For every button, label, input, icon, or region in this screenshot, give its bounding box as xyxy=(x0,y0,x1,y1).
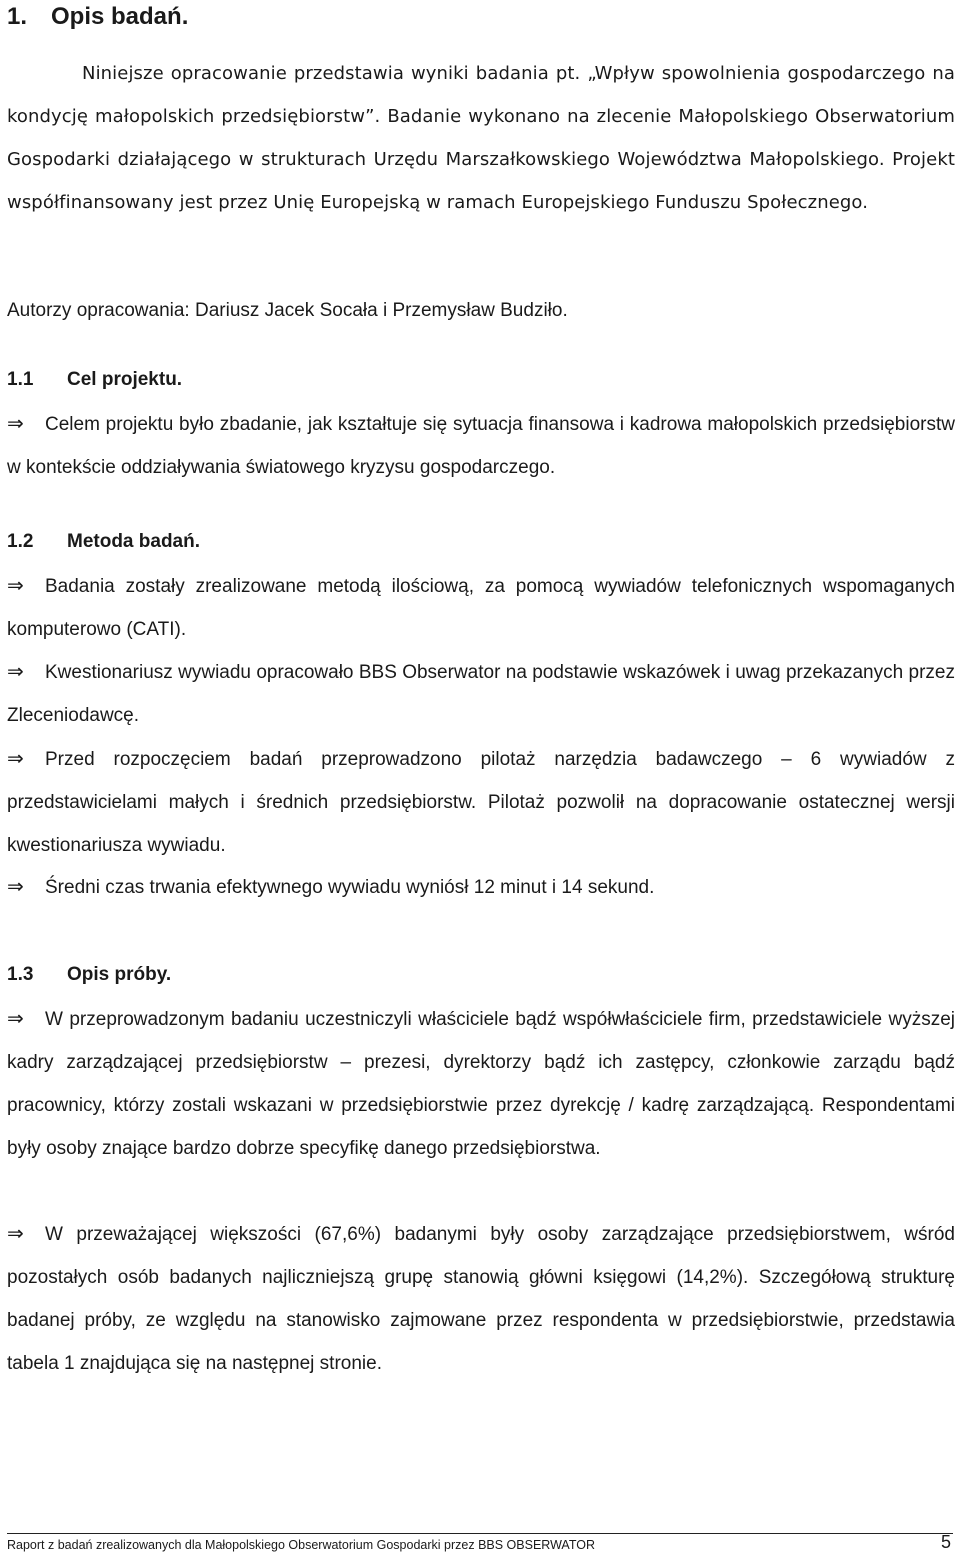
intro-paragraph: Niniejsze opracowanie przedstawia wyniki badania pt. „Wpływ spowolnienia gospodarczego na kondycję małopolskich przedsiębiorstw”. Badanie wykonano na zlecenie Małopolskiego Obserwatorium Gospodarki działającego w strukturach Urzędu Marszałkowskiego Województwa Małopolskiego. Projekt współfinansowany jest przez Unię Europejską w ramach Europejskiego Funduszu Społecznego. xyxy=(7,63,955,213)
page-number: 5 xyxy=(940,1532,951,1552)
bullet-text: Badania zostały zrealizowane metodą ilościową, za pomocą wywiadów telefonicznych wspomaganych komputerowo (CATI). xyxy=(7,576,955,640)
title-number: 1. xyxy=(7,3,28,30)
authors-line: Autorzy opracowania: Dariusz Jacek Socała i Przemysław Budziło. xyxy=(7,300,568,321)
section-heading-cel-projektu xyxy=(7,368,182,392)
section-number: 1.2 xyxy=(7,531,34,552)
bullet-text: Przed rozpoczęciem badań przeprowadzono pilotaż narzędzia badawczego – 6 wywiadów z przedstawicielami małych i średnich przedsiębiorstw. Pilotaż pozwolił na dopracowanie ostatecznej wersji kwestionariusza wywiadu. xyxy=(7,749,955,856)
document-page xyxy=(7,0,955,1556)
bullet-item xyxy=(7,650,955,737)
bullet-item xyxy=(7,1212,955,1385)
title-text: Opis badań. xyxy=(51,3,189,30)
bullet-item xyxy=(7,402,955,489)
arrow-right-icon: ⇒ xyxy=(7,746,24,770)
section-title: Metoda badań. xyxy=(67,531,201,552)
page-footer xyxy=(7,1532,951,1553)
section-title: Opis próby. xyxy=(67,964,172,985)
bullet-text: Celem projektu było zbadanie, jak kształtuje się sytuacja finansowa i kadrowa małopolskich przedsiębiorstw w kontekście oddziaływania światowego kryzysu gospodarczego. xyxy=(7,414,955,478)
bullet-text: W przeważającej większości (67,6%) badanymi były osoby zarządzające przedsiębiorstwem, wśród pozostałych osób badanych najliczniejszą grupę stanowią główni księgowi (14,2%). Szczegółową strukturę badanej próby, ze względu na stanowisko zajmowane przez respondenta w przedsiębiorstwie, przedstawia tabela 1 znajdująca się na następnej stronie. xyxy=(7,1224,955,1374)
page-title xyxy=(7,2,188,32)
footer-divider xyxy=(7,1533,953,1534)
arrow-right-icon: ⇒ xyxy=(7,573,24,597)
arrow-right-icon: ⇒ xyxy=(7,659,24,683)
section-number: 1.1 xyxy=(7,369,34,390)
bullet-text: Średni czas trwania efektywnego wywiadu wyniósł 12 minut i 14 sekund. xyxy=(45,877,655,898)
bullet-text: Kwestionariusz wywiadu opracowało BBS Obserwator na podstawie wskazówek i uwag przekazanych przez Zleceniodawcę. xyxy=(7,662,955,726)
bullet-item xyxy=(7,564,955,651)
section-heading-opis-proby xyxy=(7,963,171,987)
footer-text: Raport z badań zrealizowanych dla Małopolskiego Obserwatorium Gospodarki przez BBS OBSERWATOR xyxy=(7,1538,595,1552)
bullet-item xyxy=(7,865,955,909)
arrow-right-icon: ⇒ xyxy=(7,411,24,435)
bullet-item xyxy=(7,737,955,867)
bullet-text: W przeprowadzonym badaniu uczestniczyli właściciele bądź współwłaściciele firm, przedstawiciele wyższej kadry zarządzającej przedsiębiorstw – prezesi, dyrektorzy bądź ich zastępcy, członkowie zarządu bądź pracownicy, którzy zostali wskazani w przedsiębiorstwie przez dyrekcję / kadrę zarządzającą. Respondentami były osoby znające bardzo dobrze specyfikę danego przedsiębiorstwa. xyxy=(7,1009,955,1159)
arrow-right-icon: ⇒ xyxy=(7,1221,24,1245)
section-title: Cel projektu. xyxy=(67,369,183,390)
bullet-item xyxy=(7,997,955,1170)
section-heading-metoda-badan xyxy=(7,530,200,554)
section-number: 1.3 xyxy=(7,964,34,985)
arrow-right-icon: ⇒ xyxy=(7,874,24,898)
arrow-right-icon: ⇒ xyxy=(7,1006,24,1030)
